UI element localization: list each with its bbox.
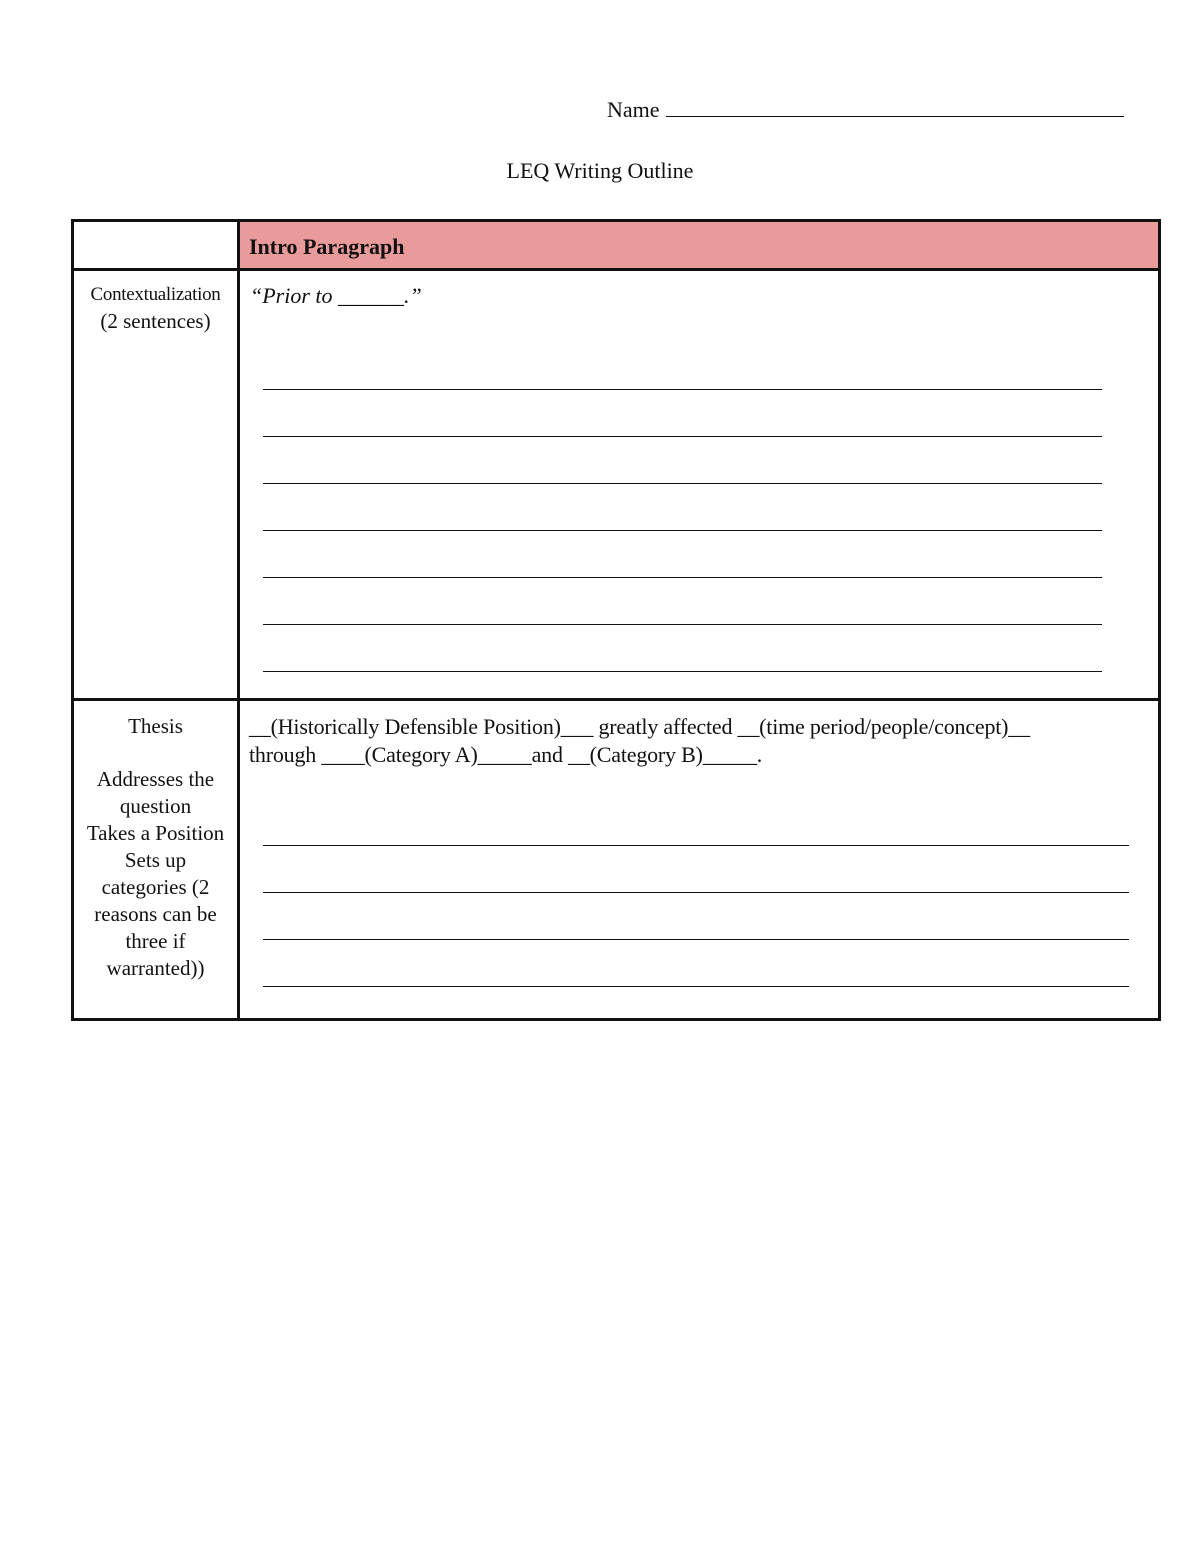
contextualization-label-cell xyxy=(73,270,239,700)
thesis-label: Thesis xyxy=(128,714,183,738)
writing-line[interactable] xyxy=(263,671,1102,672)
writing-line[interactable] xyxy=(263,939,1129,940)
name-field[interactable] xyxy=(607,96,1124,123)
thesis-template-line: through ____(Category A)_____and __(Category B)_____. xyxy=(249,742,763,767)
thesis-criterion: Takes a Position xyxy=(86,821,225,845)
writing-line[interactable] xyxy=(263,436,1102,437)
writing-line[interactable] xyxy=(263,892,1129,893)
thesis-template xyxy=(249,713,1128,769)
thesis-label-cell xyxy=(73,700,239,1020)
thesis-template-line: __(Historically Defensible Position)___ greatly affected __(time period/people/concept)__ xyxy=(249,714,1030,739)
thesis-criterion: Sets up categories (2 reasons can be three if warranted)) xyxy=(94,848,217,980)
contextualization-sublabel: (2 sentences) xyxy=(100,309,211,333)
name-blank-line[interactable] xyxy=(666,96,1124,117)
writing-line[interactable] xyxy=(263,624,1102,625)
page-title: LEQ Writing Outline xyxy=(506,158,694,183)
contextualization-label: Contextualization xyxy=(90,284,221,305)
outline-table xyxy=(71,219,1161,1021)
name-label: Name xyxy=(607,97,660,122)
writing-line[interactable] xyxy=(263,389,1102,390)
header-empty-cell xyxy=(73,221,239,270)
section-header: Intro Paragraph xyxy=(249,234,405,259)
writing-line[interactable] xyxy=(263,845,1129,846)
writing-line[interactable] xyxy=(263,530,1102,531)
writing-line[interactable] xyxy=(263,986,1129,987)
section-header-cell xyxy=(239,221,1160,270)
writing-line[interactable] xyxy=(263,577,1102,578)
contextualization-prompt: “Prior to ______.” xyxy=(250,283,422,308)
thesis-answer-cell[interactable] xyxy=(239,700,1160,1020)
contextualization-answer-cell[interactable] xyxy=(239,270,1160,700)
thesis-criterion: Addresses the question xyxy=(96,767,215,818)
writing-line[interactable] xyxy=(263,483,1102,484)
